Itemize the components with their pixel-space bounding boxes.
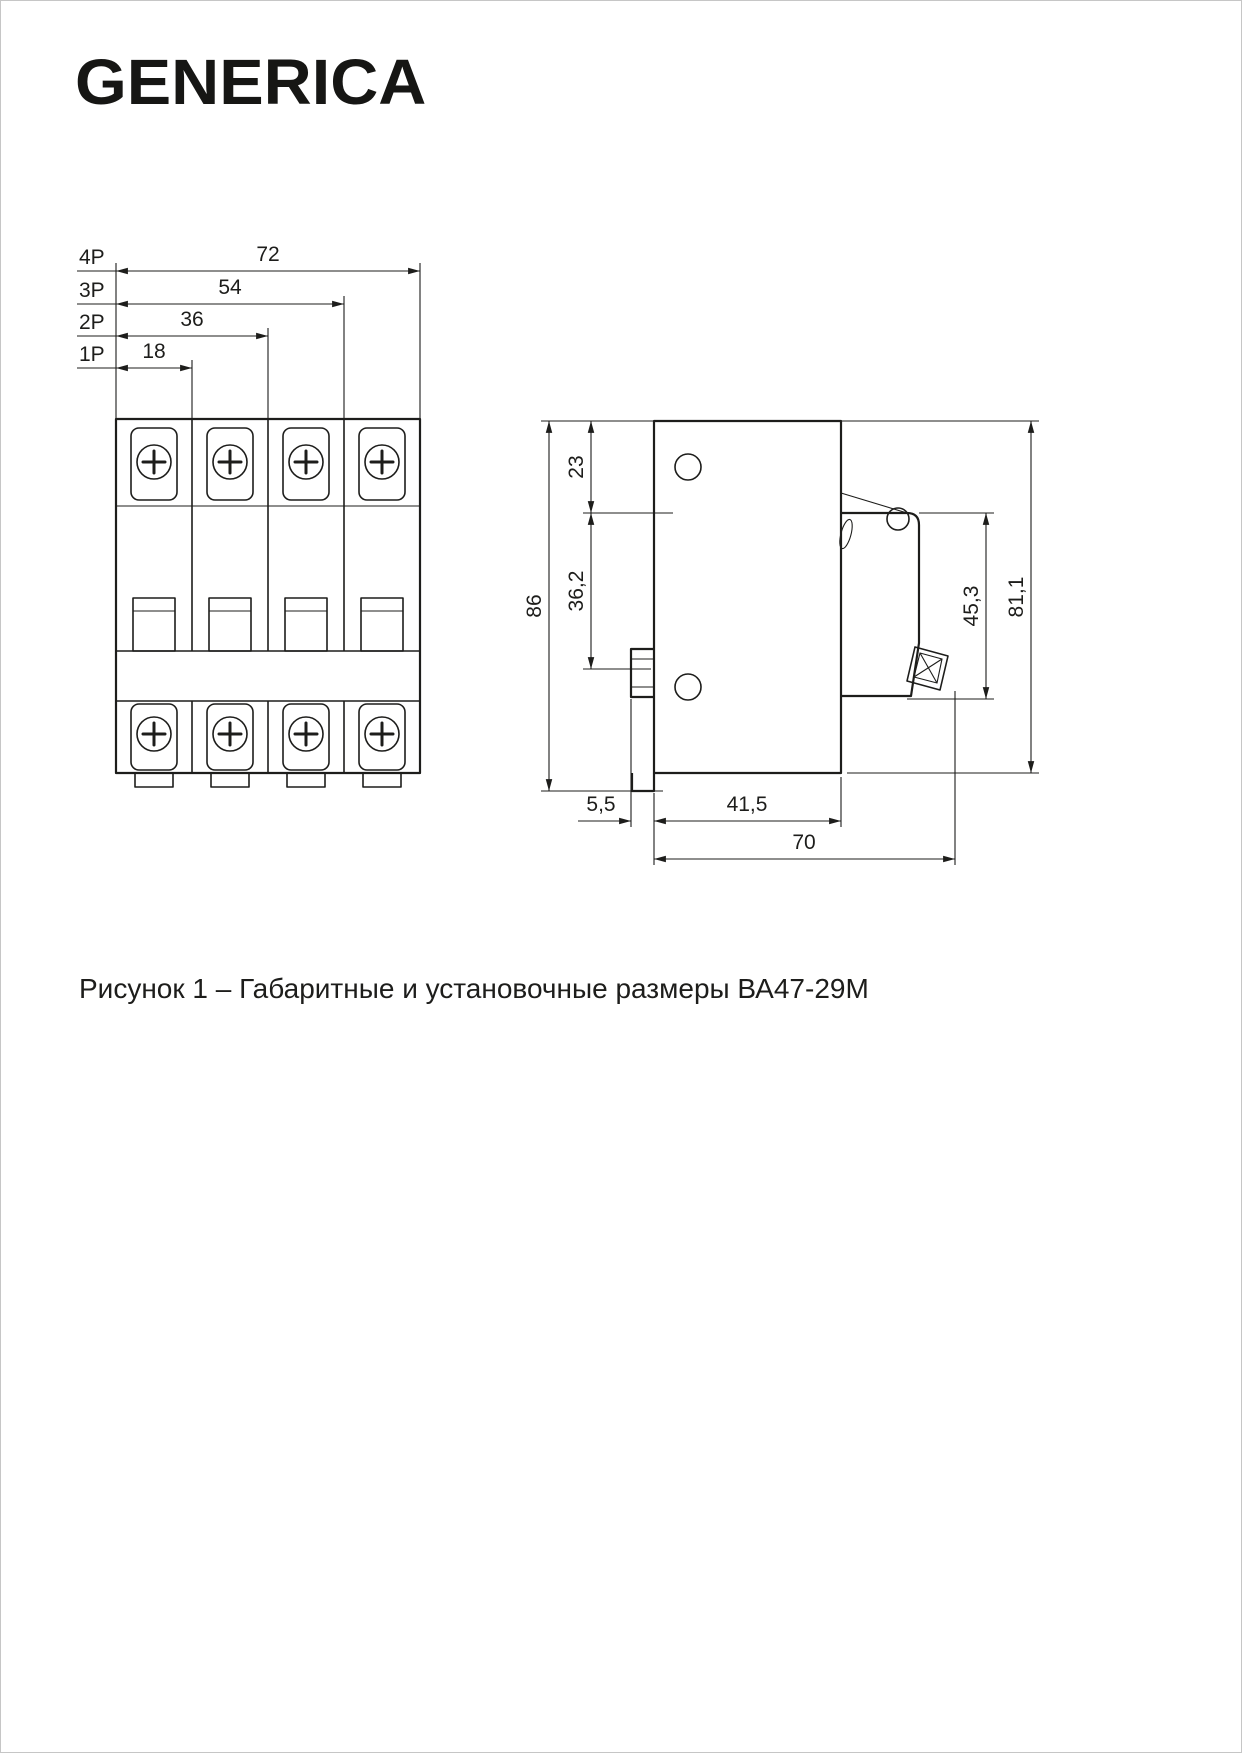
- front-view: [77, 243, 420, 787]
- pole-2: [207, 428, 253, 787]
- dim-value-4p: 72: [256, 243, 280, 266]
- front-view-dimensions: [77, 243, 420, 419]
- terminal-hole-icon: [675, 674, 701, 700]
- pole-3: [283, 428, 329, 787]
- pole-label-2p: 2P: [79, 311, 105, 334]
- pole-1: [131, 428, 177, 787]
- pole-label-4p: 4P: [79, 246, 105, 269]
- brand-logo: GENERICA: [75, 46, 427, 118]
- dim-value-1p: 18: [142, 340, 166, 363]
- breaker-side-body: [631, 421, 948, 791]
- dim-mid-offset: 36,2: [565, 570, 588, 612]
- dim-top-offset: 23: [565, 455, 588, 479]
- dim-value-3p: 54: [218, 276, 242, 299]
- technical-drawing: [1, 1, 1242, 961]
- toggle-lever-side: [631, 649, 654, 697]
- pole-label-1p: 1P: [79, 343, 105, 366]
- pole-label-3p: 3P: [79, 279, 105, 302]
- dim-height-total: 86: [523, 594, 546, 618]
- toggle-lever: [133, 598, 175, 651]
- side-view: [523, 421, 1039, 865]
- dim-front-to-rail: 41,5: [726, 793, 768, 816]
- front-foot: [632, 773, 654, 791]
- dim-rail-plate-height: 45,3: [960, 585, 983, 627]
- breaker-front-body: [116, 419, 420, 787]
- mounting-hole-icon: [887, 508, 909, 530]
- toggle-lever: [209, 598, 251, 651]
- dim-value-2p: 36: [180, 308, 204, 331]
- side-view-dimensions: [523, 421, 1039, 865]
- toggle-lever: [285, 598, 327, 651]
- dim-depth-total: 70: [792, 831, 816, 854]
- pole-4: [359, 428, 405, 787]
- toggle-lever: [361, 598, 403, 651]
- terminal-hole-icon: [675, 454, 701, 480]
- dim-body-height: 81,1: [1005, 576, 1028, 618]
- figure-caption: Рисунок 1 – Габаритные и установочные размеры ВА47-29М: [79, 973, 869, 1004]
- dim-lever-protrusion: 5,5: [586, 793, 616, 816]
